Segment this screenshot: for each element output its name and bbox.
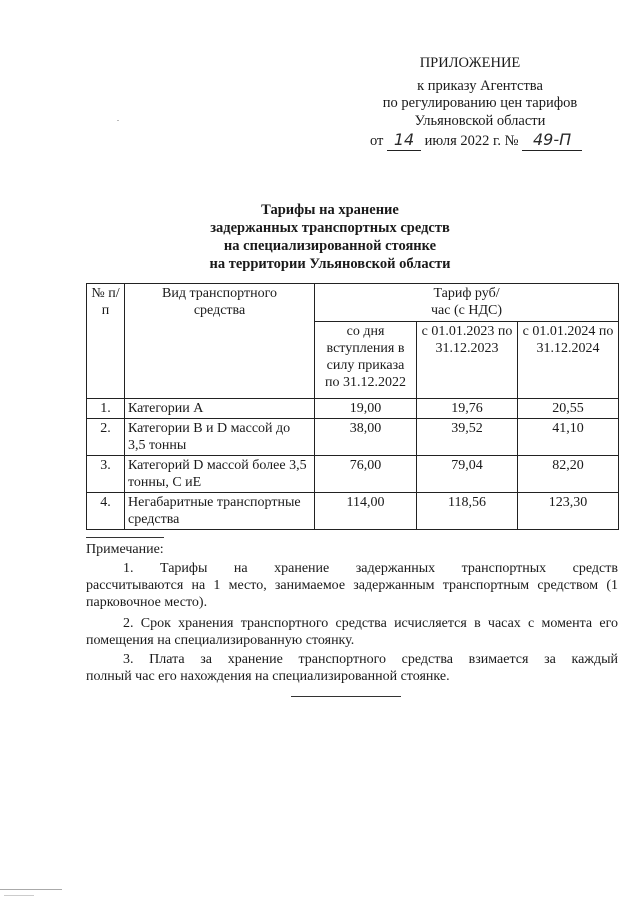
row-tariff-1: 38,00 xyxy=(315,419,417,456)
period-header-2: с 01.01.2023 по 31.12.2023 xyxy=(417,322,518,399)
row-tariff-2: 79,04 xyxy=(417,456,518,493)
appendix-line-1: к приказу Агентства xyxy=(417,78,543,94)
doc-title-line-4: на территории Ульяновской области xyxy=(209,256,451,272)
row-tariff-3: 41,10 xyxy=(518,419,619,456)
row-type: Негабаритные транспортные средства xyxy=(125,493,315,530)
order-date-line xyxy=(370,130,620,151)
footnote-separator xyxy=(86,537,164,538)
row-tariff-1: 114,00 xyxy=(315,493,417,530)
scan-artifact xyxy=(4,895,34,896)
row-tariff-3: 20,55 xyxy=(518,399,619,419)
appendix-line-2: по регулированию цен тарифов xyxy=(382,95,578,111)
row-tariff-3: 82,20 xyxy=(518,456,619,493)
row-tariff-1: 76,00 xyxy=(315,456,417,493)
col-header-num: № п/п xyxy=(87,284,125,399)
scan-artifact xyxy=(0,889,62,890)
tariff-table xyxy=(86,283,619,530)
doc-title-line-2: задержанных транспортных средств xyxy=(210,220,450,236)
table-row xyxy=(87,456,619,493)
end-rule xyxy=(291,696,401,697)
note-1-first-line: 1. Тарифы на хранение задержанных транспортных средств xyxy=(123,561,618,576)
row-tariff-2: 118,56 xyxy=(417,493,518,530)
period-header-1: со дня вступления в силу приказа по 31.12.2022 xyxy=(315,322,417,399)
row-num: 2. xyxy=(87,419,125,456)
table-row xyxy=(87,399,619,419)
row-type: Категорий D массой более 3,5 тонны, С иЕ xyxy=(125,456,315,493)
note-1-rest: рассчитываются на 1 место, занимаемое задержанным транспортным средством (1 парковочное место). xyxy=(86,578,618,610)
notes-heading: Примечание: xyxy=(86,542,164,557)
row-tariff-2: 19,76 xyxy=(417,399,518,419)
note-3-rest: полный час его нахождения на специализированной стоянке. xyxy=(86,669,450,684)
row-tariff-1: 19,00 xyxy=(315,399,417,419)
row-num: 4. xyxy=(87,493,125,530)
date-prefix: от xyxy=(370,133,384,149)
note-3-first-line: 3. Плата за хранение транспортного средства взимается за каждый xyxy=(123,652,618,667)
doc-title-line-3: на специализированной стоянке xyxy=(223,238,437,254)
col-header-type: Вид транспортного средства xyxy=(125,284,315,399)
table-row xyxy=(87,493,619,530)
row-type: Категории А xyxy=(125,399,315,419)
scan-mark xyxy=(117,120,119,121)
note-2: 2. Срок хранения транспортного средства исчисляется в часах с момента его помещения на специализированную стоянку. xyxy=(86,616,618,648)
row-tariff-2: 39,52 xyxy=(417,419,518,456)
row-tariff-3: 123,30 xyxy=(518,493,619,530)
appendix-line-3: Ульяновской области xyxy=(414,113,546,129)
doc-title-line-1: Тарифы на хранение xyxy=(261,202,399,218)
table-row xyxy=(87,419,619,456)
col-header-tariff: Тариф руб/час (с НДС) xyxy=(315,284,619,322)
order-number-handwritten: 49-П xyxy=(522,130,582,151)
row-type: Категории B и D массой до 3,5 тонны xyxy=(125,419,315,456)
row-num: 1. xyxy=(87,399,125,419)
appendix-title: ПРИЛОЖЕНИЕ xyxy=(419,55,521,71)
date-rest: июля 2022 г. № xyxy=(424,133,519,149)
row-num: 3. xyxy=(87,456,125,493)
date-day-handwritten: 14 xyxy=(387,130,421,151)
period-header-3: с 01.01.2024 по 31.12.2024 xyxy=(518,322,619,399)
